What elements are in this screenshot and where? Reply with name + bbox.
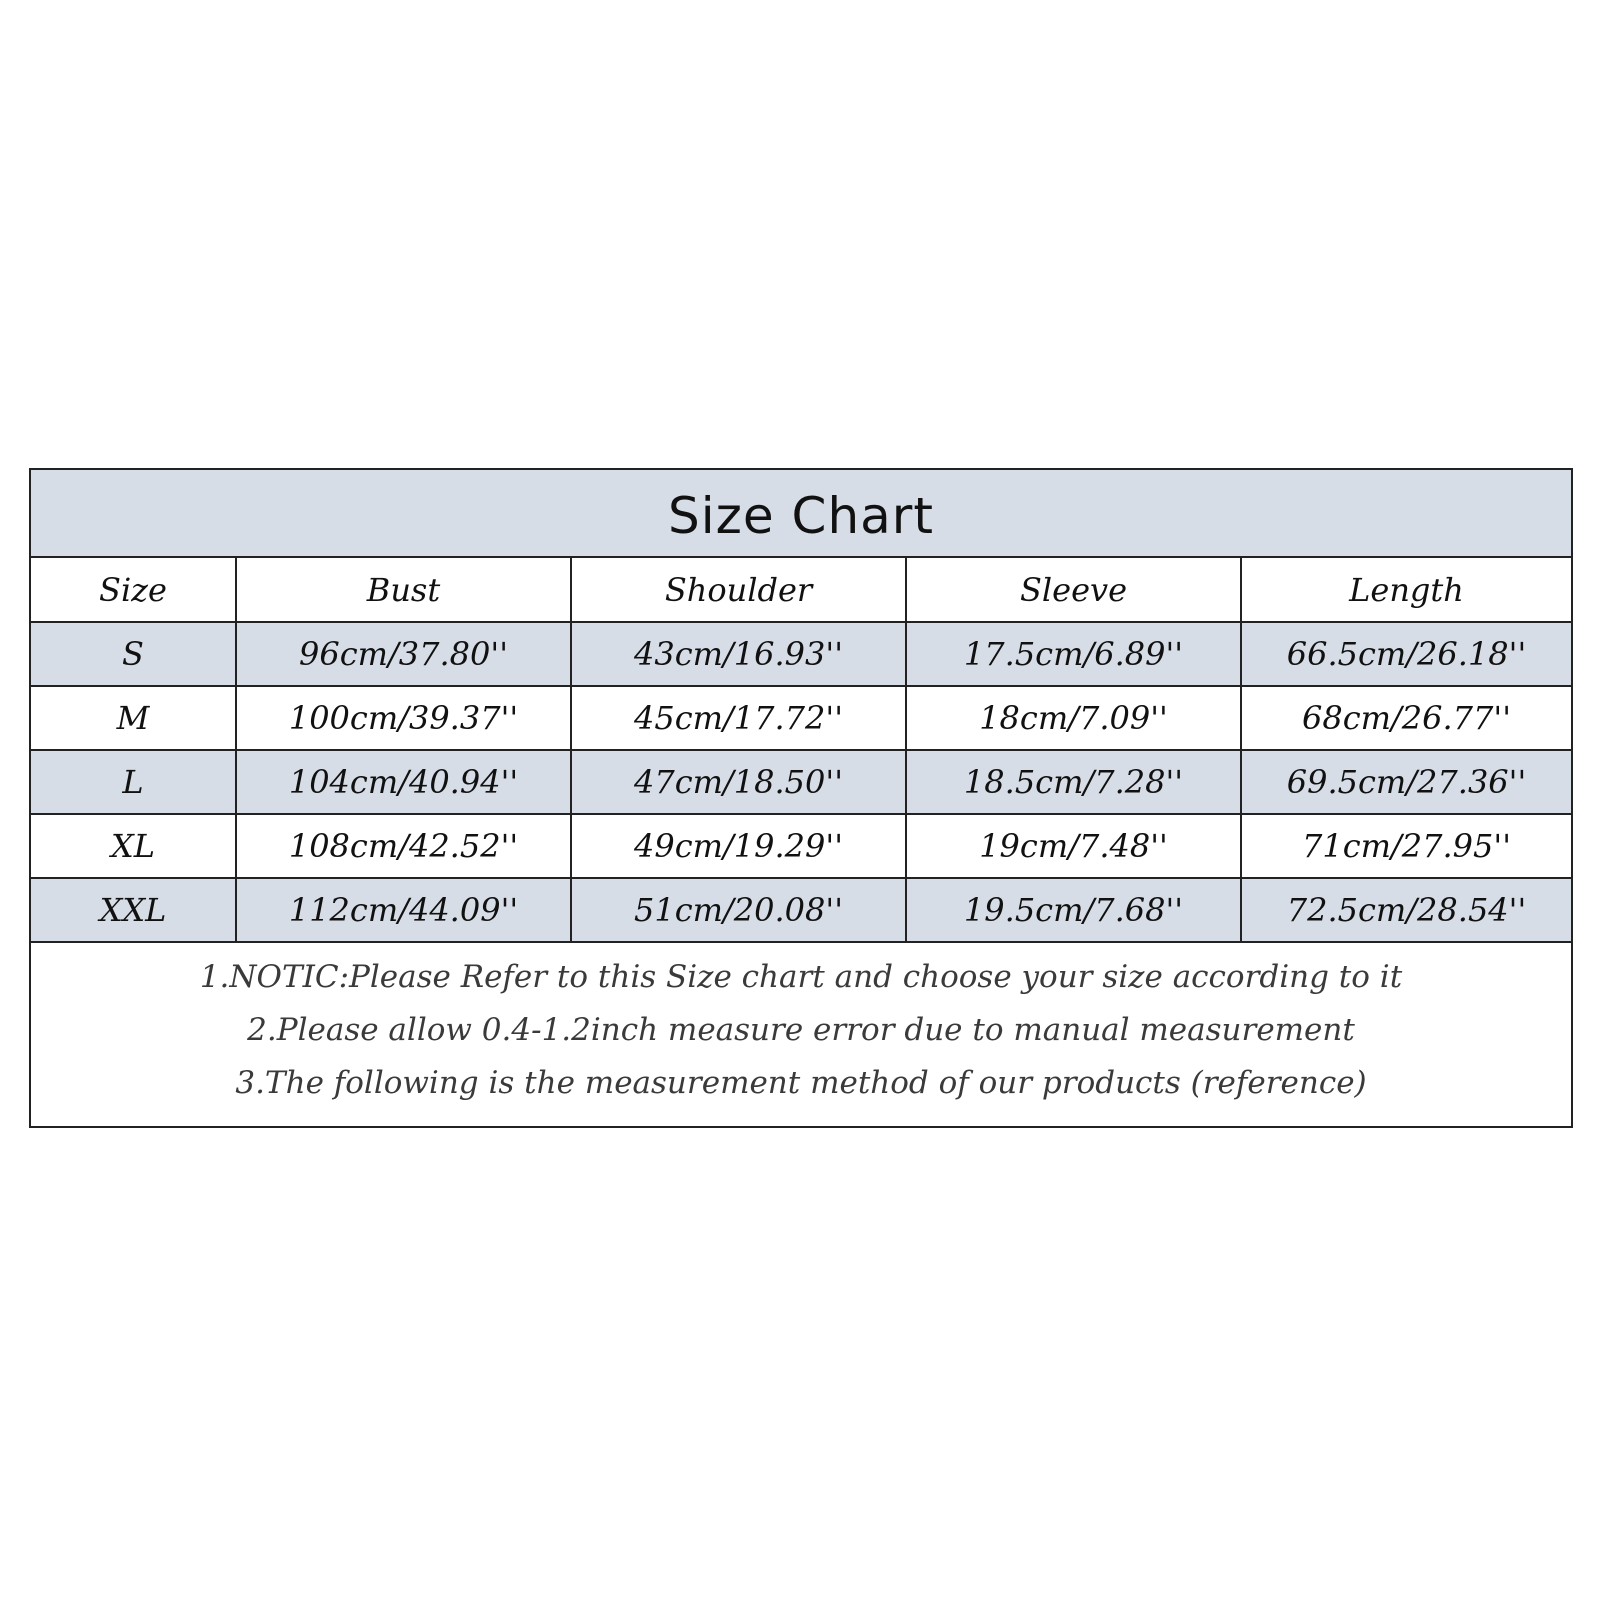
shoulder-cell: 51cm/20.08'' <box>571 878 906 942</box>
shoulder-cell: 45cm/17.72'' <box>571 686 906 750</box>
bust-cell: 108cm/42.52'' <box>236 814 571 878</box>
bust-cell: 112cm/44.09'' <box>236 878 571 942</box>
size-chart-title: Size Chart <box>668 487 934 545</box>
column-header-bust: Bust <box>236 558 571 622</box>
column-header-length: Length <box>1241 558 1571 622</box>
sleeve-cell: 19.5cm/7.68'' <box>906 878 1241 942</box>
column-header-sleeve: Sleeve <box>906 558 1241 622</box>
note-line: 3.The following is the measurement method of our products (reference) <box>235 1065 1367 1101</box>
table-row <box>31 622 1571 686</box>
bust-cell: 100cm/39.37'' <box>236 686 571 750</box>
table-row <box>31 686 1571 750</box>
bust-cell: 96cm/37.80'' <box>236 622 571 686</box>
size-chart <box>29 468 1573 1128</box>
size-chart-header <box>31 470 1571 558</box>
sleeve-cell: 19cm/7.48'' <box>906 814 1241 878</box>
size-chart-notes <box>31 943 1571 1110</box>
note-line: 1.NOTIC:Please Refer to this Size chart and choose your size according to it <box>199 959 1403 995</box>
shoulder-cell: 43cm/16.93'' <box>571 622 906 686</box>
size-table <box>31 558 1571 943</box>
column-header-size: Size <box>31 558 236 622</box>
sleeve-cell: 18cm/7.09'' <box>906 686 1241 750</box>
bust-cell: 104cm/40.94'' <box>236 750 571 814</box>
shoulder-cell: 47cm/18.50'' <box>571 750 906 814</box>
sleeve-cell: 18.5cm/7.28'' <box>906 750 1241 814</box>
length-cell: 66.5cm/26.18'' <box>1241 622 1571 686</box>
size-cell: XXL <box>31 878 236 942</box>
shoulder-cell: 49cm/19.29'' <box>571 814 906 878</box>
length-cell: 72.5cm/28.54'' <box>1241 878 1571 942</box>
sleeve-cell: 17.5cm/6.89'' <box>906 622 1241 686</box>
length-cell: 69.5cm/27.36'' <box>1241 750 1571 814</box>
table-row <box>31 814 1571 878</box>
note-line: 2.Please allow 0.4-1.2inch measure error due to manual measurement <box>247 1012 1355 1048</box>
table-row <box>31 878 1571 942</box>
size-cell: S <box>31 622 236 686</box>
length-cell: 68cm/26.77'' <box>1241 686 1571 750</box>
size-cell: L <box>31 750 236 814</box>
size-cell: XL <box>31 814 236 878</box>
table-row <box>31 750 1571 814</box>
length-cell: 71cm/27.95'' <box>1241 814 1571 878</box>
size-cell: M <box>31 686 236 750</box>
column-header-shoulder: Shoulder <box>571 558 906 622</box>
table-header-row <box>31 558 1571 622</box>
